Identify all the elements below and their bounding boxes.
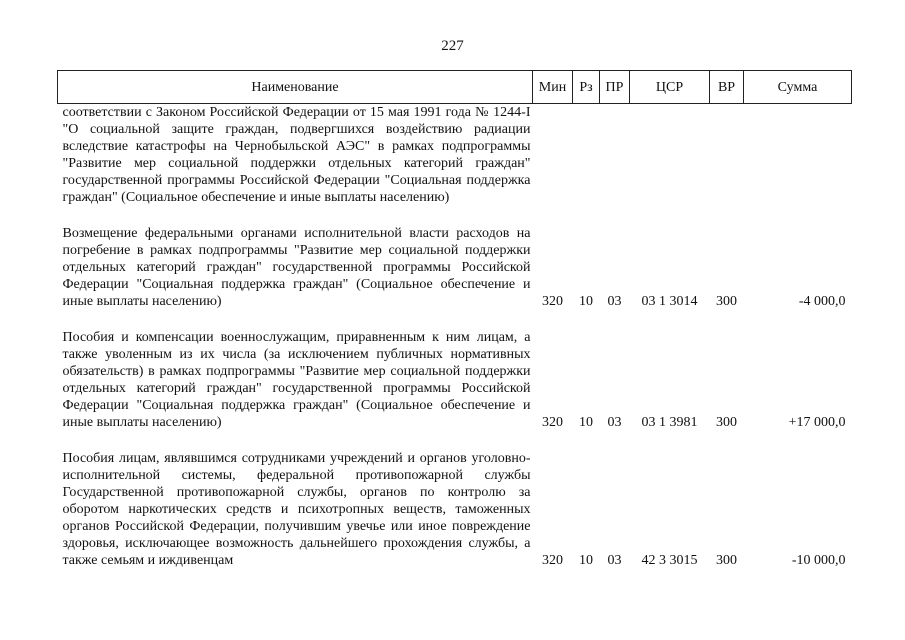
row-vr: 300: [716, 294, 737, 309]
row-sum: -10 000,0: [791, 553, 846, 568]
row-rz: [573, 104, 600, 207]
page-number: 227: [441, 38, 464, 54]
row-csr: 03 1 3981: [641, 415, 698, 430]
row-min: 320: [542, 553, 563, 568]
row-csr: 03 1 3014: [641, 294, 698, 309]
row-name: Пособия и компенсации военнослужащим, приравненным к ним лицам, а также уволенным из их числа (за исключением публичных нормативных обязательств) в рамках подпрограммы "Развитие мер социальной поддержки отдельных категорий граждан" государственной программы Российской Федерации "Социальная поддержка граждан" (Социальное обеспечение и иные выплаты населению): [62, 330, 531, 430]
row-sum: +17 000,0: [788, 415, 846, 430]
row-min: 320: [542, 294, 563, 309]
row-vr: 300: [716, 553, 737, 568]
table-row: [58, 104, 852, 207]
row-pr: 03: [607, 415, 622, 430]
header-min: Мин: [533, 71, 573, 104]
budget-table: [57, 70, 852, 569]
row-pr: 03: [607, 553, 622, 568]
table-row: [58, 310, 852, 431]
row-sum: -4 000,0: [798, 294, 846, 309]
row-csr: [630, 104, 710, 207]
header-csr: ЦСР: [630, 71, 710, 104]
row-pr: 03: [607, 294, 622, 309]
row-sum: [744, 104, 852, 207]
row-rz: 10: [579, 415, 593, 430]
row-csr: 42 3 3015: [641, 553, 698, 568]
header-rz: Рз: [573, 71, 600, 104]
row-vr: [710, 104, 744, 207]
table-header-row: [58, 71, 852, 104]
row-min: [533, 104, 573, 207]
header-sum: Сумма: [744, 71, 852, 104]
row-name: соответствии с Законом Российской Федерации от 15 мая 1991 года № 1244-I "О социальной защите граждан, подвергшихся воздействию радиации вследствие катастрофы на Чернобыльской АЭС" в рамках подпрограммы "Развитие мер социальной поддержки отдельных категорий граждан" государственной программы Российской Федерации "Социальная поддержка граждан" (Социальное обеспечение и иные выплаты населению): [62, 105, 531, 205]
row-pr: [600, 104, 630, 207]
table-row: [58, 431, 852, 569]
table-row: [58, 206, 852, 310]
row-rz: 10: [579, 294, 593, 309]
row-name: Пособия лицам, являвшимся сотрудниками учреждений и органов уголовно-исполнительной системы, федеральной противопожарной службы Государственной противопожарной службы, органов по контролю за оборотом наркотических средств и психотропных веществ, таможенных органов Российской Федерации, получившим увечье или иное повреждение здоровья, исключающее возможность дальнейшего прохождения службы, а также семьям и иждивенцам: [62, 451, 531, 568]
header-pr: ПР: [600, 71, 630, 104]
header-vr: ВР: [710, 71, 744, 104]
row-rz: 10: [579, 553, 593, 568]
row-vr: 300: [716, 415, 737, 430]
header-name: Наименование: [58, 71, 533, 104]
row-min: 320: [542, 415, 563, 430]
row-name: Возмещение федеральными органами исполнительной власти расходов на погребение в рамках подпрограммы "Развитие мер социальной поддержки отдельных категорий граждан" государственной программы Российской Федерации "Социальная поддержка граждан" (Социальное обеспечение и иные выплаты населению): [62, 226, 531, 309]
